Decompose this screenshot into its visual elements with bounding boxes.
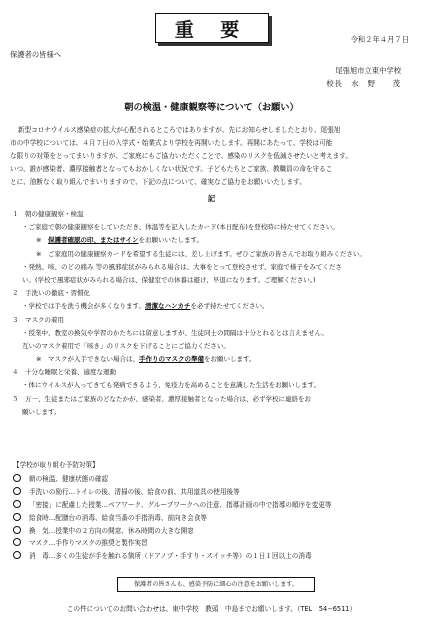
list-item: [13, 523, 413, 536]
sender-school: 尾張旭市立東中学校: [335, 66, 401, 75]
underlined-text: 手作りのマスクの準備: [138, 355, 204, 364]
list-item: [13, 485, 413, 498]
circle-bullet-icon: [13, 538, 21, 546]
list-item-text: 換 気…授業中の２方向の開窓、休み時間の大きな開窓: [29, 526, 194, 535]
measures-title: 【学校が取り組む予防対策】: [13, 461, 99, 469]
section-2-item: [12, 300, 417, 313]
list-item: [13, 498, 413, 511]
section-1-item: ・発熱、咳、のどの痛み 等の風邪症状がみられる場合は、大事をとって登校させず、家庭で様子をみてくださ: [22, 262, 342, 271]
section-1-title: １ 朝の健康観察・検温: [12, 210, 84, 218]
note-text: をお願いします。: [203, 355, 256, 364]
list-item: [13, 536, 413, 549]
recipient: 保護者の皆様へ: [10, 50, 62, 59]
section-3-title: ３ マスクの着用: [12, 315, 64, 324]
list-item-text: マスク…手作りマスクの推奨と製作実習: [29, 539, 148, 548]
circle-bullet-icon: [13, 474, 21, 482]
circle-bullet-icon: [13, 487, 21, 495]
section-3-note: [12, 353, 417, 366]
underlined-text: 清潔なハンカチ: [144, 302, 191, 311]
item-text: を必ず持たせてください。: [190, 302, 269, 311]
list-item-text: 「密接」に配慮した授業…ペアワーク、グループワークへの注意、指導計画の中で指導の順序を変更等: [29, 500, 332, 509]
intro-line: いつ、誰が感染者、濃厚接触者となってもおかしくない状況です。子どもたちとご家族、教職員の命を守るこ: [10, 165, 333, 173]
document-heading: 朝の検温・健康観察等について（お願い）: [124, 102, 299, 113]
intro-line: とに、油断なく取り組んでまいりますので、下記の点について、確実なご協力をお願いいたします。: [10, 178, 306, 186]
ki-marker: 記: [207, 194, 216, 203]
intro-line: 市の中学校については、４月７日の入学式・始業式より学校を再開いたします。再開にあたって、学校は可能: [10, 139, 333, 147]
section-1-item: ・ご家庭で朝の健康観察をしていただき、体温等を記入したカード(本日配布)を登校時に持たせてください。: [22, 223, 339, 232]
section-1-note: ※ ご家庭用の健康観察カードを希望する生徒には、差し上げます。ぜひご家族の皆さんでお取り組みください。: [36, 249, 366, 258]
notice-box: 保護者の皆さんも、感染予防に細心の注意をお願いします。: [117, 577, 315, 592]
list-item: [13, 472, 413, 485]
section-5-text: ５ 万一、生徒またはご家族のどなたかが、感染者、濃厚接触者となった場合は、必ず学校に連絡をお: [12, 394, 311, 403]
issue-date: 令和２年４月７日: [350, 35, 409, 44]
sender-principal: 校長 水 野 茂: [326, 79, 401, 88]
important-title: 重 要: [155, 13, 269, 43]
section-3-item: ・授業中、教室の換気や学習のかたちには留意しますが、生徒同士の間隔は十分とれるとは言えません。: [22, 328, 328, 337]
section-3-item-cont: 互いのマスク着用で「咳き」のリスクを下げることにご協力ください。: [22, 341, 230, 350]
request-list: [12, 208, 417, 419]
section-2-title: ２ 手洗いの徹底・習慣化: [12, 289, 90, 298]
item-text: ・学校では手を洗う機会が多くなります。: [22, 302, 145, 311]
intro-paragraph: [10, 124, 415, 189]
section-1-item-cont: い。(学校で風邪症状がみられる場合は、保健室での休養は避け、早退になります。ご理解ください。): [22, 275, 316, 284]
list-item-text: 消 毒…多くの生徒が手を触れる箇所（ドアノブ・手すり・スイッチ等）の１日１回以上の消毒: [29, 552, 312, 561]
list-item: [13, 510, 413, 523]
circle-bullet-icon: [13, 500, 21, 508]
section-5-text-cont: 願いします。: [22, 407, 61, 416]
circle-bullet-icon: [13, 513, 21, 521]
underlined-text: 保護者確認の印、またはサイン: [47, 236, 139, 245]
list-item: [13, 549, 413, 562]
circle-bullet-icon: [13, 526, 21, 534]
list-item-text: 給食時…配膳台の消毒、給食当番の手指消毒、前向き会食等: [29, 513, 208, 522]
section-4-title: ４ 十分な睡眠と栄養、適度な運動: [12, 368, 116, 377]
measures-list: [13, 472, 413, 562]
intro-line: 新型コロナウイルス感染症の拡大が心配されるところではありますが、先にお知らせしましたとおり、尾張旭: [17, 126, 341, 134]
section-4-item: ・体にウイルスが入ってきても発病できるよう、免疫力を高めることを意識した生活をお願いします。: [22, 381, 321, 390]
circle-bullet-icon: [13, 551, 21, 559]
section-1-note: [12, 234, 417, 247]
note-mark: ※: [36, 236, 42, 245]
intro-line: な限りの対策をとってまいりますが、ご家庭にもご協力いただくことで、感染のリスクを低減させたいと考えます。: [10, 152, 352, 160]
list-item-text: 朝の検温、健康状態の確認: [29, 475, 109, 484]
list-item-text: 手洗いの励行…トイレの後、清掃の後、給食の前、共用道具の使用後等: [29, 488, 240, 497]
contact-line: この件についてのお問い合わせは、東中学校 教頭 中島までお願いします。（TEL 54−6511）: [66, 605, 357, 613]
note-text: ※ マスクが入手できない場合は、: [36, 355, 139, 364]
note-text: をお願いいたします。: [138, 236, 203, 245]
